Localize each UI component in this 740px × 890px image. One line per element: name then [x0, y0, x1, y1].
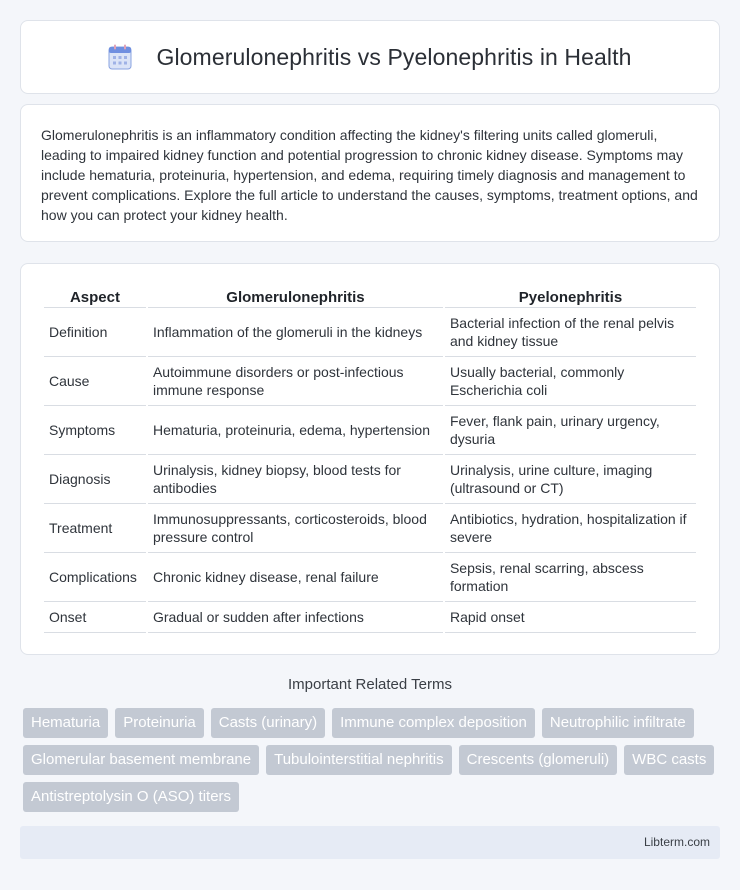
- table-cell: Autoimmune disorders or post-infectious immune response: [148, 357, 443, 406]
- page-title: Glomerulonephritis vs Pyelonephritis in Health: [156, 43, 632, 70]
- table-cell: Inflammation of the glomeruli in the kidneys: [148, 308, 443, 357]
- table-cell: Urinalysis, kidney biopsy, blood tests for antibodies: [148, 455, 443, 504]
- table-cell: Symptoms: [44, 406, 146, 455]
- table-cell: Fever, flank pain, urinary urgency, dysuria: [445, 406, 696, 455]
- comparison-table: [42, 286, 698, 633]
- related-term-tag[interactable]: Casts (urinary): [211, 708, 325, 738]
- table-cell: Sepsis, renal scarring, abscess formation: [445, 553, 696, 602]
- column-header-pyelonephritis: Pyelonephritis: [445, 286, 696, 308]
- related-term-tag[interactable]: Glomerular basement membrane: [23, 745, 259, 775]
- table-row: [44, 504, 696, 553]
- table-cell: Diagnosis: [44, 455, 146, 504]
- footer-site-link[interactable]: Libterm.com: [643, 835, 710, 849]
- table-cell: Cause: [44, 357, 146, 406]
- related-term-tag[interactable]: Neutrophilic infiltrate: [542, 708, 694, 738]
- calendar-icon: [108, 44, 132, 70]
- table-row: [44, 308, 696, 357]
- table-row: [44, 602, 696, 633]
- comparison-table-card: [20, 263, 720, 655]
- table-cell: Chronic kidney disease, renal failure: [148, 553, 443, 602]
- table-row: [44, 357, 696, 406]
- table-cell: Immunosuppressants, corticosteroids, blood pressure control: [148, 504, 443, 553]
- column-header-glomerulonephritis: Glomerulonephritis: [148, 286, 443, 308]
- related-term-tag[interactable]: Antistreptolysin O (ASO) titers: [23, 782, 239, 812]
- related-term-tag[interactable]: Hematuria: [23, 708, 108, 738]
- table-cell: Complications: [44, 553, 146, 602]
- column-header-aspect: Aspect: [44, 286, 146, 308]
- table-row: [44, 455, 696, 504]
- related-term-tag[interactable]: WBC casts: [624, 745, 714, 775]
- table-cell: Rapid onset: [445, 602, 696, 633]
- related-term-tag[interactable]: Tubulointerstitial nephritis: [266, 745, 452, 775]
- table-cell: Gradual or sudden after infections: [148, 602, 443, 633]
- related-terms-heading: Important Related Terms: [288, 676, 452, 693]
- table-cell: Usually bacterial, commonly Escherichia coli: [445, 357, 696, 406]
- related-term-tag[interactable]: Proteinuria: [115, 708, 204, 738]
- table-cell: Definition: [44, 308, 146, 357]
- table-row: [44, 553, 696, 602]
- intro-text: Glomerulonephritis is an inflammatory condition affecting the kidney's filtering units called glomeruli, leading to impaired kidney function and potential progression to chronic kidney disease. Symptoms may include hematuria, proteinuria, hypertension, and edema, requiring timely diagnosis and management to prevent complications. Explore the full article to understand the causes, symptoms, treatment options, and how you can protect your kidney health.: [41, 127, 698, 223]
- intro-card: [20, 104, 720, 242]
- table-cell: Onset: [44, 602, 146, 633]
- table-cell: Treatment: [44, 504, 146, 553]
- table-cell: Bacterial infection of the renal pelvis and kidney tissue: [445, 308, 696, 357]
- table-cell: Antibiotics, hydration, hospitalization if severe: [445, 504, 696, 553]
- table-cell: Hematuria, proteinuria, edema, hypertension: [148, 406, 443, 455]
- table-cell: Urinalysis, urine culture, imaging (ultrasound or CT): [445, 455, 696, 504]
- related-term-tag[interactable]: Crescents (glomeruli): [459, 745, 618, 775]
- related-terms-list: [23, 708, 723, 812]
- title-card: [20, 20, 720, 94]
- table-row: [44, 406, 696, 455]
- related-term-tag[interactable]: Immune complex deposition: [332, 708, 535, 738]
- footer: [20, 826, 720, 859]
